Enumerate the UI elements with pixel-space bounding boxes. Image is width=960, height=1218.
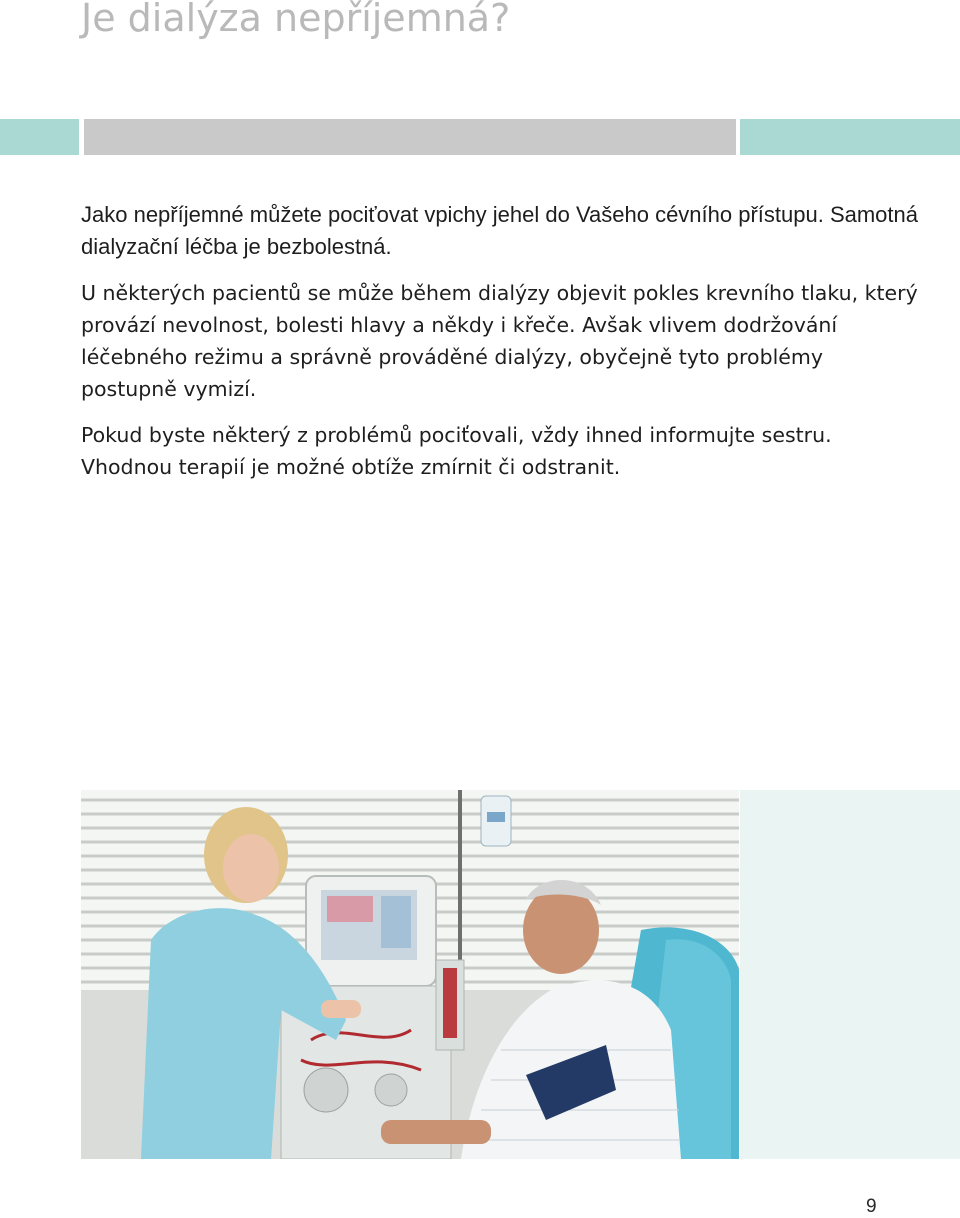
paragraph-blood-pressure: U některých pacientů se může během dialýzy objevit pokles krevního tlaku, který provází nevolnost, bolesti hlavy a někdy i křeče. Avšak vlivem dodržování léčebného režimu a správně prováděné dialýzy, obyčejně tyto problémy postupně vymizí. [81, 281, 918, 401]
header-band-gray [84, 119, 736, 155]
header-band-teal-left [0, 119, 79, 155]
page-number: 9 [866, 1196, 877, 1217]
paragraph-inform-nurse: Pokud byste některý z problémů pociťovali, vždy ihned informujte sestru. Vhodnou terapií je možné obtíže zmírnit či odstranit. [81, 423, 832, 479]
page-title: Je dialýza nepříjemná? [81, 0, 511, 40]
header-band-teal-right [740, 119, 960, 155]
paragraph-needles: Jako nepříjemné můžete pociťovat vpichy jehel do Vašeho cévního přístupu. Samotná dialyzační léčba je bezbolestná. [81, 202, 918, 259]
side-panel-teal [740, 790, 960, 1159]
body-text [81, 199, 921, 483]
dialysis-photo [81, 790, 739, 1159]
